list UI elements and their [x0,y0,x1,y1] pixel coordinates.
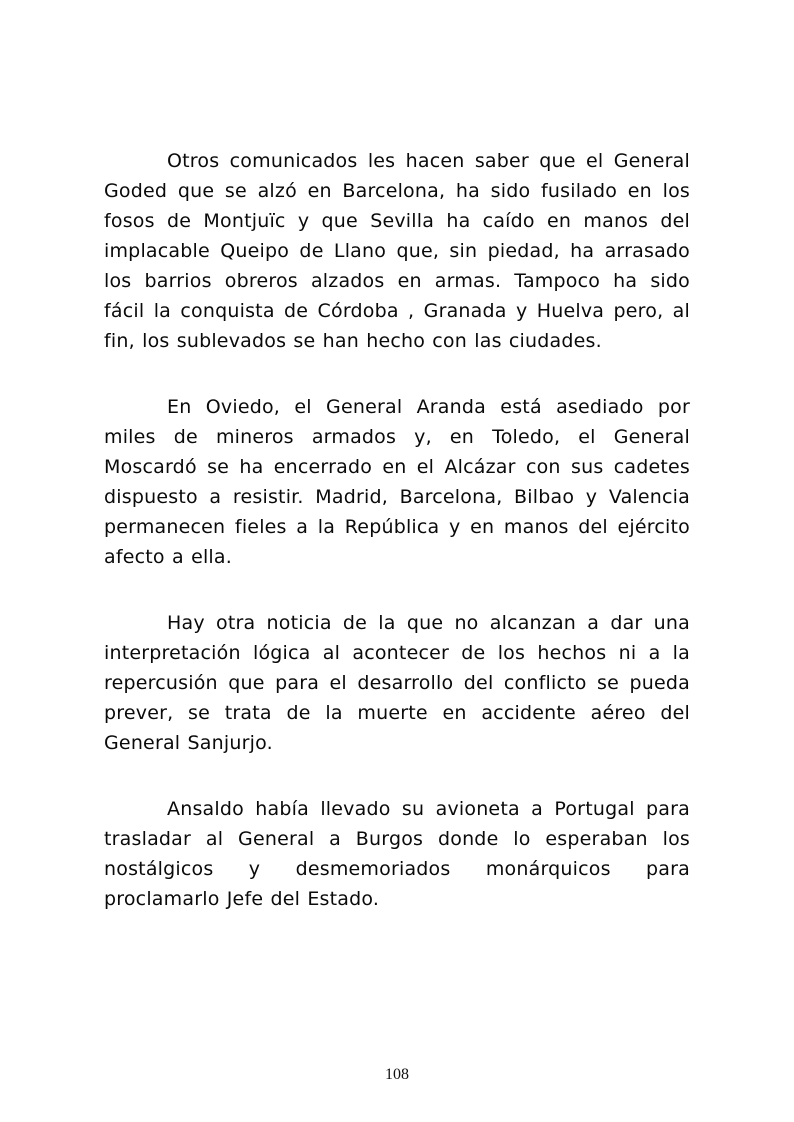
paragraph-4: Ansaldo había llevado su avioneta a Portugal para trasladar al General a Burgos donde lo esperaban los nostálgicos y desmemoriados monárquicos para proclamarlo Jefe del Estado. [104,798,690,910]
paragraph-2: En Oviedo, el General Aranda está asediado por miles de mineros armados y, en Toledo, el General Moscardó se ha encerrado en el Alcázar con sus cadetes dispuesto a resistir. Madrid, Barcelona, Bilbao y Valencia permanecen fieles a la República y en manos del ejército afecto a ella. [104,396,690,568]
paragraph-3: Hay otra noticia de la que no alcanzan a dar una interpretación lógica al acontecer de los hechos ni a la repercusión que para el desarrollo del conflicto se pueda prever, se trata de la muerte en accidente aéreo del General Sanjurjo. [104,612,690,754]
page-body [104,146,690,914]
page-number: 108 [385,1066,409,1083]
page-footer [0,1064,794,1084]
paragraph-1: Otros comunicados les hacen saber que el General Goded que se alzó en Barcelona, ha sido fusilado en los fosos de Montjuïc y que Sevilla ha caído en manos del implacable Queipo de Llano que, sin piedad, ha arrasado los barrios obreros alzados en armas. Tampoco ha sido fácil la conquista de Córdoba , Granada y Huelva pero, al fin, los sublevados se han hecho con las ciudades. [104,150,690,352]
